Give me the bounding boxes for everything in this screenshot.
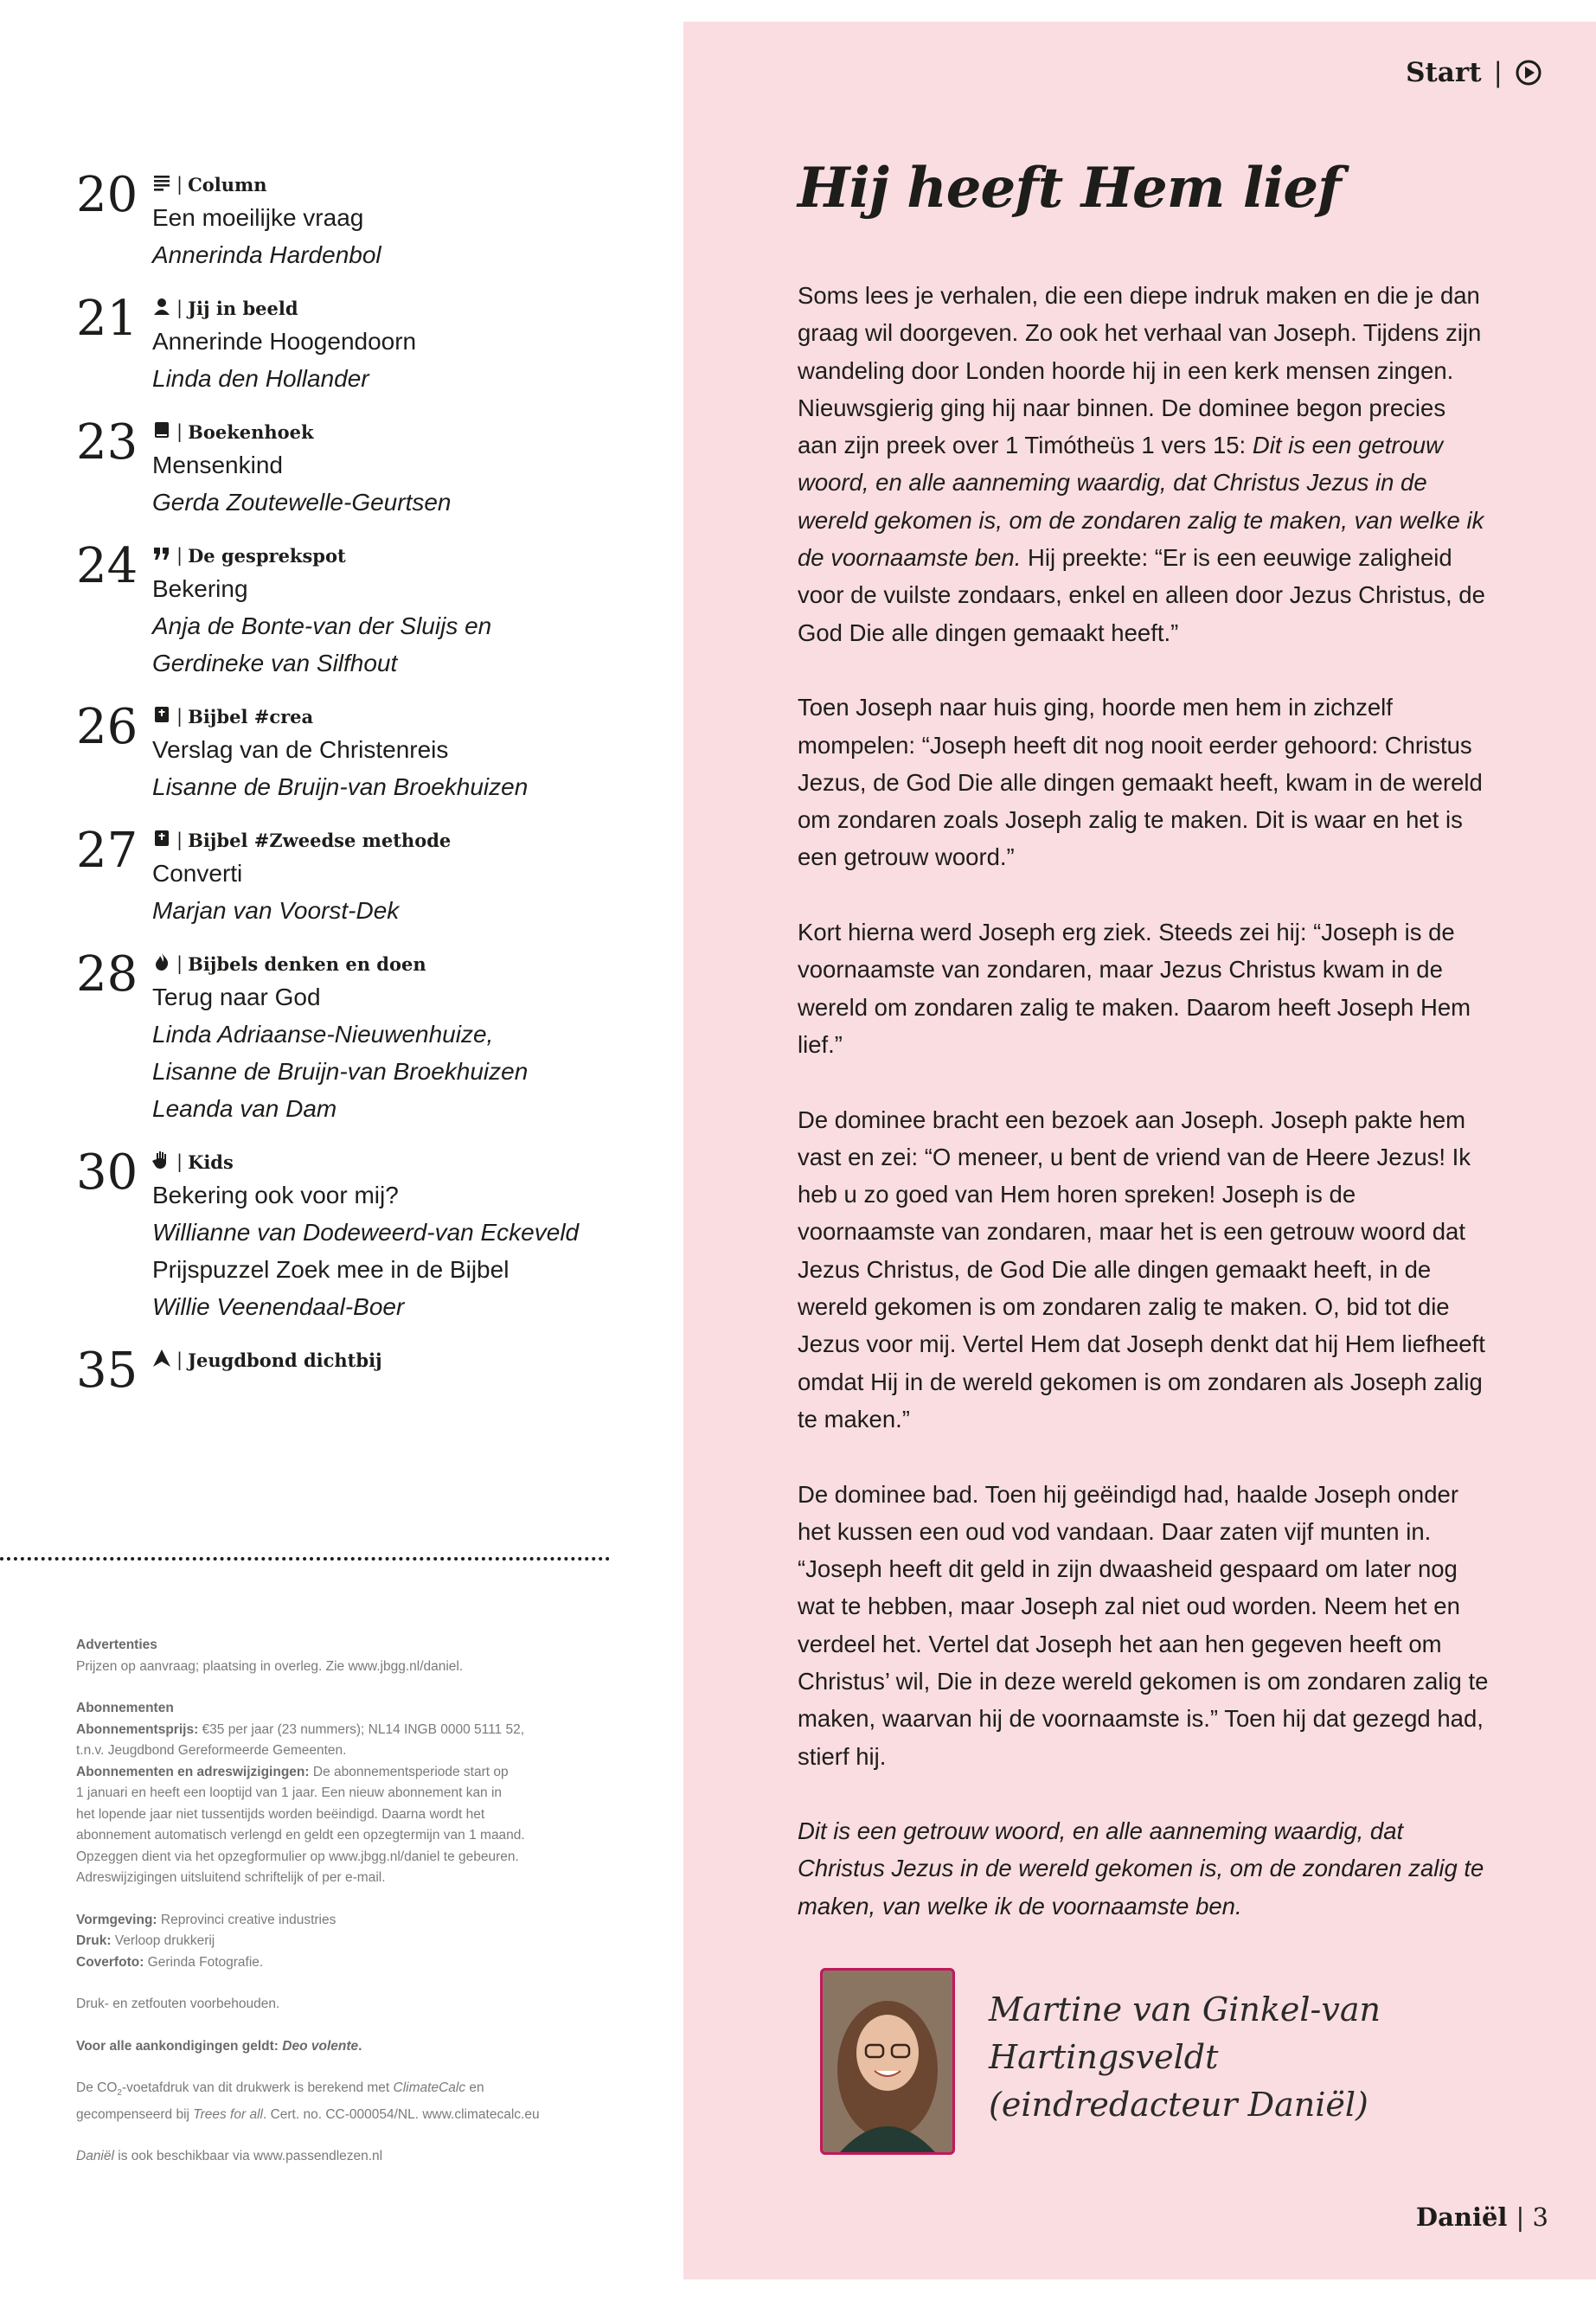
toc-entry[interactable] xyxy=(76,414,630,521)
category: | Boekenhoek xyxy=(152,417,630,446)
subs-line: abonnement automatisch verlengd en geldt een opzegtermijn van 1 maand. xyxy=(76,1828,525,1843)
author: Gerda Zoutewelle-Geurtsen xyxy=(152,489,452,516)
paragraph-2: Toen Joseph naar huis ging, hoorde men hem in zichzelf mompelen: “Joseph heeft dit nog nooit eerder gehoord: Christus Jezus, de God Die alle dingen gemaakt heeft, kwam in de wereld om zondaren zoals Joseph zalig te maken. Dit is waar en het is een getrouw woord.” xyxy=(798,694,1483,871)
author: Lisanne de Bruijn-van Broekhuizen xyxy=(152,773,529,800)
author-portrait-icon xyxy=(823,1971,952,2152)
author: Lisanne de Bruijn-van Broekhuizen xyxy=(152,1058,529,1085)
separator: | xyxy=(1493,57,1503,88)
signature xyxy=(989,1986,1596,2129)
toc-entry[interactable] xyxy=(76,293,630,397)
author: Linda Adriaanse-Nieuwenhuize, xyxy=(152,1021,494,1048)
design-credit: Vormgeving: Reprovinci creative industries xyxy=(76,1912,337,1927)
author: Annerinda Hardenbol xyxy=(152,241,381,268)
category-label: De gesprekspot xyxy=(188,544,346,567)
subs-line: Adreswijzigingen uitsluitend schriftelijk of per e-mail. xyxy=(76,1870,386,1885)
availability-note: Daniël is ook beschikbaar via www.passendlezen.nl xyxy=(76,2149,383,2164)
paragraph-5: De dominee bad. Toen hij geëindigd had, haalde Joseph onder het kussen een oud vod vandaan. Daar zaten vijf munten in. “Joseph heeft dit geld in zijn dwaasheid gespaard om later nog wat te hebben, maar Joseph zal niet oud worden. Neem het en verdeel het. Vertel dat Joseph het aan hen gegeven heeft om Christus’ wil, Die in deze wereld gekomen is om zondaren zalig te maken, waarvan hij de voornaamste is.” Toen hij dat gezegd had, stierf hij. xyxy=(798,1480,1489,1770)
category: | Jij in beeld xyxy=(152,293,630,323)
errors-note: Druk- en zetfouten voorbehouden. xyxy=(76,1997,280,2011)
article-title: Hij heeft Hem lief xyxy=(798,156,1341,221)
paragraph-3: Kort hierna werd Joseph erg ziek. Steeds zei hij: “Joseph is de voornaamste van zondaren, maar Jezus Christus kwam in de wereld om zondaren zalig te maken. Daarom heeft Joseph Hem lief.” xyxy=(798,919,1471,1058)
co2-note-2: gecompenseerd bij Trees for all. Cert. no. CC-000054/NL. www.climatecalc.eu xyxy=(76,2106,540,2122)
category-label: Jij in beeld xyxy=(188,297,298,319)
author: Willianne van Dodeweerd-van Eckeveld xyxy=(152,1219,580,1246)
page-number: 21 xyxy=(76,291,138,347)
author: Leanda van Dam xyxy=(152,1095,337,1122)
deo-volente-note: Voor alle aankondigingen geldt: Deo volente. xyxy=(76,2038,362,2054)
print-credit: Druk: Verloop drukkerij xyxy=(76,1933,215,1948)
magazine-name: Daniël xyxy=(1415,2202,1508,2232)
author: Linda den Hollander xyxy=(152,365,369,392)
dotted-divider xyxy=(0,1557,610,1561)
author: Marjan van Voorst-Dek xyxy=(152,897,400,924)
author: Anja de Bonte-van der Sluijs en xyxy=(152,612,492,639)
article-title: Mensenkind xyxy=(152,452,283,478)
category: | Bijbel #crea xyxy=(152,702,630,731)
toc-entry[interactable] xyxy=(76,825,630,929)
article-title: Prijspuzzel Zoek mee in de Bijbel xyxy=(152,1256,510,1283)
page-number: 3 xyxy=(1532,2202,1548,2232)
category-label: Bijbel #crea xyxy=(188,705,314,727)
page-number: 20 xyxy=(76,167,138,223)
start-label: Start xyxy=(1406,57,1482,88)
article-body xyxy=(798,277,1490,1962)
category-label: Bijbels denken en doen xyxy=(188,952,426,975)
page-number: 30 xyxy=(76,1144,138,1201)
toc-entry[interactable] xyxy=(76,1343,630,1399)
subs-heading: Abonnementen xyxy=(76,1701,174,1715)
text-lines-icon xyxy=(152,173,171,196)
page-number: 27 xyxy=(76,823,138,879)
page-number: 24 xyxy=(76,538,138,594)
signature-name: Martine van Ginkel-van Hartingsveldt xyxy=(989,1990,1381,2076)
page-number: 26 xyxy=(76,699,138,755)
category-label: Bijbel #Zweedse methode xyxy=(188,829,452,851)
author: Willie Veenendaal-Boer xyxy=(152,1293,405,1320)
category: | Jeugdbond dichtbij xyxy=(152,1345,630,1375)
article-title: Converti xyxy=(152,860,243,887)
paragraph-6: Dit is een getrouw woord, en alle aanneming waardig, dat Christus Jezus in de wereld gekomen is, om de zondaren zalig te maken, van welke ik de voornaamste ben. xyxy=(798,1817,1484,1920)
page-number: 23 xyxy=(76,414,138,471)
person-icon xyxy=(152,297,171,320)
paragraph-1: Soms lees je verhalen, die een diepe indruk maken en die je dan graag wil doorgeven. Zo ook het verhaal van Joseph. Tijdens zijn wandeling door Londen hoorde hij in een kerk mensen zingen. Nieuwsgierig ging hij naar binnen. De dominee begon precies aan zijn preek over 1 Timótheüs 1 vers 15: Dit is een getrouw woord, en alle aanneming waardig, dat Christus Jezus in de wereld gekomen is, om de zondaren zalig te maken, van welke ik de voornaamste ben. Hij preekte: “Er is een eeuwige zaligheid voor de vuilste zondaars, enkel en alleen door Jezus Christus, de God Die alle dingen gemaakt heeft.” xyxy=(798,282,1485,646)
article-title: Terug naar God xyxy=(152,984,321,1010)
cover-credit: Coverfoto: Gerinda Fotografie. xyxy=(76,1954,264,1970)
bible-icon xyxy=(152,705,171,728)
category-label: Boekenhoek xyxy=(188,420,314,443)
colophon xyxy=(76,1635,612,2168)
ads-heading: Advertenties xyxy=(76,1638,157,1652)
page-footer: Daniël | 3 xyxy=(1415,2202,1548,2232)
book-icon xyxy=(152,420,171,444)
play-circle-icon xyxy=(1515,59,1542,87)
hand-icon xyxy=(152,1150,171,1174)
article-title: Annerinde Hoogendoorn xyxy=(152,328,417,355)
category-label: Jeugdbond dichtbij xyxy=(188,1349,382,1371)
category: | Kids xyxy=(152,1147,630,1176)
article-title: Een moeilijke vraag xyxy=(152,204,364,231)
page-number: 35 xyxy=(76,1343,138,1399)
category: | Bijbels denken en doen xyxy=(152,949,630,978)
signature-role: (eindredacteur Daniël) xyxy=(989,2086,1368,2124)
page-number: 28 xyxy=(76,946,138,1003)
subs-price-2: t.n.v. Jeugdbond Gereformeerde Gemeenten. xyxy=(76,1743,347,1758)
category: | Column xyxy=(152,170,630,199)
arrow-up-icon xyxy=(152,1349,171,1372)
article-title: Bekering xyxy=(152,575,248,602)
article-title: Verslag van de Christenreis xyxy=(152,736,449,763)
author-photo xyxy=(820,1968,955,2155)
toc-entry[interactable] xyxy=(76,699,630,805)
toc-entry[interactable] xyxy=(76,538,630,682)
paragraph-4: De dominee bracht een bezoek aan Joseph. Joseph pakte hem vast en zei: “O meneer, u bent de vriend van de Heere Jezus! Ik heb u zo goed van Hem horen spreken! Joseph is de voornaamste van zondaren, maar het is een getrouw woord dat Jezus Christus, de God Die alle dingen gemaakt heeft, in de wereld gekomen is om zondaren zalig te maken. O, bid tot die Jezus voor mij. Vertel Hem dat Joseph denkt dat hij Hem liefheeft omdat Hij in de wereld gekomen is om zondaren als Joseph zalig te maken.” xyxy=(798,1106,1485,1433)
table-of-contents xyxy=(76,167,630,1399)
subs-price: Abonnementsprijs: €35 per jaar (23 nummers); NL14 INGB 0000 5111 52, xyxy=(76,1721,525,1737)
category-label: Kids xyxy=(188,1150,234,1173)
toc-entry[interactable] xyxy=(76,946,630,1127)
bible-icon xyxy=(152,829,171,852)
flame-icon xyxy=(152,952,171,976)
category-label: Column xyxy=(188,173,267,195)
quote-icon xyxy=(152,544,171,567)
category: | Bijbel #Zweedse methode xyxy=(152,825,630,855)
co2-note: De $CO_2$-voetafdruk van dit drukwerk is berekend met ClimateCalc en xyxy=(76,2080,484,2099)
subs-changes: Abonnementen en adreswijzigingen: De abonnementsperiode start op xyxy=(76,1764,509,1779)
subs-line: het lopende jaar niet tussentijds worden beëindigd. Daarna wordt het xyxy=(76,1806,485,1822)
author: Gerdineke van Silfhout xyxy=(152,650,398,676)
toc-entry[interactable] xyxy=(76,1144,630,1325)
ads-text: Prijzen op aanvraag; plaatsing in overleg. Zie www.jbgg.nl/daniel. xyxy=(76,1658,464,1674)
toc-entry[interactable] xyxy=(76,167,630,273)
subs-line: Opzeggen dient via het opzegformulier op www.jbgg.nl/daniel te gebeuren. xyxy=(76,1849,519,1864)
subs-line: 1 januari en heeft een looptijd van 1 jaar. Een nieuw abonnement kan in xyxy=(76,1785,503,1800)
category: | De gesprekspot xyxy=(152,541,630,570)
article-title: Bekering ook voor mij? xyxy=(152,1182,399,1208)
start-link[interactable] xyxy=(1406,57,1542,88)
